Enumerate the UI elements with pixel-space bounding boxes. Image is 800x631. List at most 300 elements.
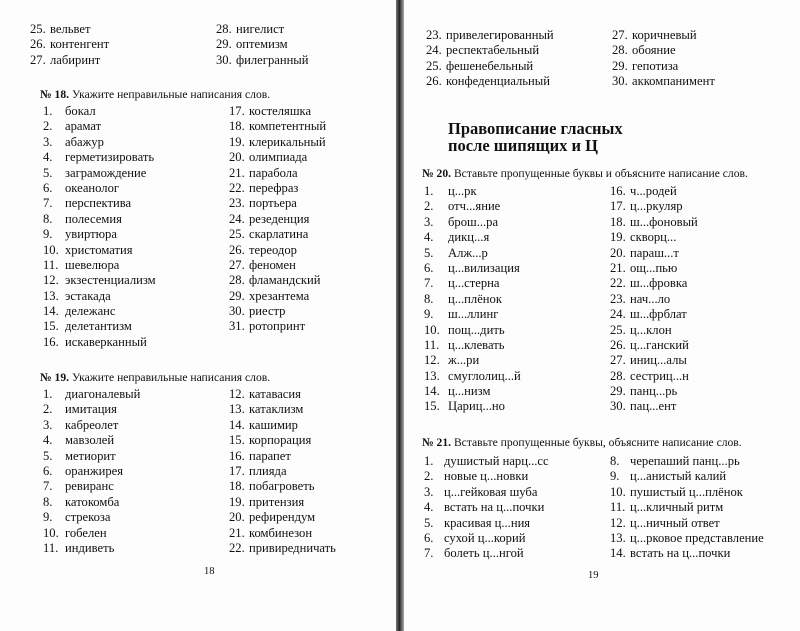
item-word: ц...клевать [448,337,505,352]
item-word: плияда [249,463,287,478]
item-word: панц...рь [630,384,678,399]
item-word: ч...родей [630,184,677,198]
item-number: 28. [216,22,232,36]
item-number: 6. [43,180,53,195]
item-number: 11. [424,337,440,352]
list-item [426,74,612,89]
item-word: ш...фоновый [630,214,698,229]
list-item [610,384,770,399]
item-number: 15. [424,399,440,414]
item-number: 3. [43,417,53,432]
item-number: 18. [229,119,245,134]
item-number: 30. [216,52,232,67]
item-number: 22. [229,540,245,555]
item-word: гепотиза [632,58,679,73]
task-18-text: Укажите неправильные написания слов. [71,88,271,101]
item-number: 3. [424,484,434,499]
list-item [229,418,398,433]
list-item [424,516,610,531]
task-21-list [424,454,786,562]
list-item [426,28,612,43]
item-number: 17. [610,199,626,214]
item-word: эстакада [65,288,111,303]
item-number: 27. [229,257,245,272]
list-item [216,22,386,37]
item-word: делетантизм [65,319,132,334]
list-item [610,307,770,322]
list-item [424,469,610,484]
list-item [43,150,229,165]
list-item [229,319,398,334]
list-item [43,495,229,510]
item-number: 5. [43,165,53,180]
item-number: 6. [43,463,53,478]
item-number: 29. [610,384,626,399]
item-number: 18. [610,214,626,229]
list-item [229,510,398,525]
item-number: 1. [424,184,434,198]
list-item [229,304,398,319]
item-word: встать на ц...почки [630,546,731,561]
item-word: ц...кличный ритм [630,500,724,515]
task-20-col2 [610,184,770,415]
item-number: 30. [610,399,626,414]
list-item [43,166,229,181]
item-number: 11. [43,540,59,555]
item-number: 8. [43,494,53,509]
item-word: сестриц...н [630,368,689,383]
item-word: ш...фрблат [630,307,687,322]
item-number: 7. [424,276,434,291]
item-word: дикц...я [448,230,490,245]
item-word: ц...гейковая шуба [444,484,538,499]
item-number: 8. [43,211,53,226]
list-item [229,479,398,494]
item-word: тереодор [249,242,297,257]
item-number: 23. [610,291,626,306]
item-word: корпорация [249,433,312,448]
item-number: 21. [610,260,626,275]
item-word: притензия [249,494,305,509]
list-item [424,399,610,414]
item-number: 4. [43,150,53,165]
list-item [229,289,398,304]
item-number: 24. [229,211,245,226]
item-number: 6. [424,530,434,545]
item-number: 20. [229,510,245,525]
list-item [229,227,398,242]
item-word: катокомба [65,494,120,509]
item-number: 30. [229,304,245,319]
item-word: парабола [249,165,298,180]
list-item [43,433,229,448]
item-number: 16. [229,448,245,463]
item-word: болеть ц...нгой [444,546,524,561]
item-number: 2. [424,469,434,484]
item-word: хрезантема [249,288,310,303]
item-number: 26. [229,242,245,257]
item-number: 10. [610,484,626,499]
item-word: ощ...пью [630,260,678,275]
item-number: 9. [43,510,53,525]
item-word: кашимир [249,417,298,432]
item-word: душистый нарц...сс [444,454,549,468]
item-word: респектабельный [446,43,540,58]
item-number: 1. [43,387,53,401]
list-item [424,485,610,500]
item-word: красивая ц...ния [444,515,531,530]
item-word: ш...ллинг [448,307,499,322]
list-item [424,353,610,368]
task-21-text: Вставьте пропущенные буквы, объясните написание слов. [453,436,742,449]
list-item [424,276,610,291]
item-word: ц...низм [448,384,491,399]
item-word: встать на ц...почки [444,500,545,515]
item-word: индиветь [65,540,115,555]
list-item [229,387,398,402]
item-number: 23. [229,196,245,211]
item-number: 13. [43,288,59,303]
item-word: костеляшка [249,104,312,118]
task-21-col1 [424,454,610,562]
right-top-list-col1 [426,28,612,90]
right-top-list-col2 [612,28,772,90]
item-number: 6. [424,260,434,275]
item-number: 30. [612,74,628,89]
section-heading-line1: Правописание гласных [448,119,623,138]
list-item [229,119,398,134]
list-item [43,119,229,134]
item-number: 31. [229,319,245,334]
item-number: 20. [229,150,245,165]
item-word: олимпиада [249,150,308,165]
item-number: 17. [229,104,245,118]
task-19-text: Укажите неправильные написания слов. [71,371,271,384]
item-number: 20. [610,245,626,260]
left-top-list [30,22,386,68]
item-number: 26. [426,74,442,89]
item-word: диагоналевый [65,387,141,401]
item-number: 3. [43,134,53,149]
item-number: 3. [424,214,434,229]
right-top-list [426,28,772,90]
item-word: оптемизм [236,37,288,52]
item-word: нигелист [236,22,285,36]
list-item [610,246,770,261]
task-19-list [43,387,398,556]
list-item [229,464,398,479]
item-number: 12. [424,353,440,368]
list-item [612,59,772,74]
left-top-list-col1 [30,22,216,68]
section-heading [448,120,623,154]
item-number: 8. [424,291,434,306]
list-item [424,215,610,230]
task-18-col1 [43,104,229,350]
item-number: 14. [229,417,245,432]
item-number: 9. [610,469,620,484]
list-item [610,531,786,546]
item-word: катаклизм [249,402,304,417]
item-word: ц...вилизация [448,260,520,275]
list-item [610,485,786,500]
item-number: 7. [424,546,434,561]
list-item [43,335,229,350]
item-number: 25. [610,322,626,337]
list-item [610,199,770,214]
item-number: 9. [424,307,434,322]
item-word: пац...ент [630,399,677,414]
item-word: портьера [249,196,297,211]
task-18-col2 [229,104,398,350]
item-word: отч...яние [448,199,501,214]
item-number: 28. [612,43,628,58]
left-top-list-col2 [216,22,386,68]
item-word: параш...т [630,245,679,260]
item-word: перспектива [65,196,132,211]
list-item [610,261,770,276]
task-20-list [424,184,770,415]
list-item [216,37,386,52]
item-word: христоматия [65,242,133,257]
list-item [229,433,398,448]
item-number: 19. [610,230,626,245]
item-word: перефраз [249,180,299,195]
list-item [43,196,229,211]
left-page-number: 18 [204,566,215,577]
item-number: 22. [610,276,626,291]
item-word: аккомпанимент [632,74,715,89]
item-word: ц...ркуляр [630,199,683,214]
item-number: 5. [424,245,434,260]
task-18-list [43,104,398,350]
item-number: 25. [30,22,46,36]
item-number: 10. [43,525,59,540]
item-word: мавзолей [65,433,115,448]
item-word: черепаший панц...рь [630,454,740,468]
item-number: 10. [424,322,440,337]
list-item [610,276,770,291]
task-19-header [40,371,270,384]
item-word: ревиранс [65,479,114,494]
item-word: привиредничать [249,540,336,555]
list-item [43,289,229,304]
list-item [424,184,610,199]
task-18-header [40,88,270,101]
item-word: Алж...р [448,245,488,260]
item-number: 14. [424,384,440,399]
task-20-header [422,167,748,180]
item-word: герметизировать [65,150,155,165]
item-number: 11. [610,500,626,515]
task-18-label: № 18. [40,88,70,101]
list-item [229,196,398,211]
item-word: конфеденциальный [446,74,550,89]
item-word: арамат [65,119,102,134]
list-item [43,273,229,288]
list-item [424,546,610,561]
section-heading-line2: после шипящих и Ц [448,136,598,155]
item-number: 2. [424,199,434,214]
list-item [424,369,610,384]
item-number: 4. [43,433,53,448]
list-item [43,212,229,227]
list-item [43,510,229,525]
list-item [30,22,216,37]
item-number: 13. [424,368,440,383]
item-word: увиртюра [65,227,117,242]
list-item [424,531,610,546]
item-word: резеденция [249,211,310,226]
item-number: 1. [424,454,434,468]
list-item [610,338,770,353]
list-item [43,479,229,494]
list-item [30,37,216,52]
item-number: 8. [610,454,620,468]
item-number: 26. [610,337,626,352]
list-item [43,402,229,417]
item-word: ц...плёнок [448,291,502,306]
list-item [229,449,398,464]
item-number: 1. [43,104,53,118]
list-item [610,454,786,469]
list-item [612,28,772,43]
item-word: шевелюра [65,257,120,272]
item-number: 5. [424,515,434,530]
item-number: 28. [610,368,626,383]
item-word: ц...клон [630,322,672,337]
task-21-col2 [610,454,786,562]
list-item [612,43,772,58]
item-word: феномен [249,257,296,272]
list-item [610,546,786,561]
item-number: 27. [610,353,626,368]
list-item [424,307,610,322]
item-word: ц...рк [448,184,477,198]
item-word: скарлатина [249,227,309,242]
item-word: ш...фровка [630,276,688,291]
item-word: имитация [65,402,117,417]
list-item [610,184,770,199]
list-item [229,104,398,119]
item-word: экзестенциализм [65,273,156,288]
item-number: 18. [229,479,245,494]
list-item [426,59,612,74]
item-word: океанолог [65,180,120,195]
list-item [229,181,398,196]
item-word: полесемия [65,211,122,226]
list-item [43,464,229,479]
item-number: 29. [216,37,232,52]
list-item [216,53,386,68]
list-item [610,323,770,338]
task-19-label: № 19. [40,371,70,384]
item-word: рефирендум [249,510,316,525]
list-item [229,258,398,273]
list-item [43,104,229,119]
item-number: 22. [229,180,245,195]
list-item [424,230,610,245]
item-word: ц...ничный ответ [630,515,720,530]
item-number: 25. [426,58,442,73]
item-number: 7. [43,479,53,494]
task-19-col2 [229,387,398,556]
list-item [43,449,229,464]
item-number: 14. [610,546,626,561]
item-number: 23. [426,28,442,42]
list-item [229,402,398,417]
item-word: сухой ц...корий [444,530,526,545]
list-item [43,243,229,258]
item-word: дележанс [65,304,116,319]
item-word: компетентный [249,119,327,134]
item-number: 10. [43,242,59,257]
item-word: риестр [249,304,286,319]
list-item [424,454,610,469]
list-item [43,526,229,541]
item-word: пушистый ц...плёнок [630,484,743,499]
item-number: 24. [426,43,442,58]
item-number: 15. [43,319,59,334]
list-item [43,227,229,242]
list-item [43,418,229,433]
item-number: 12. [229,387,245,401]
task-21-header [422,436,742,449]
task-21-label: № 21. [422,436,452,449]
item-number: 26. [30,37,46,52]
item-number: 25. [229,227,245,242]
item-word: комбинезон [249,525,313,540]
list-item [610,369,770,384]
list-item [610,516,786,531]
item-number: 27. [30,52,46,67]
item-word: метиорит [65,448,116,463]
item-word: искаверканный [65,334,147,349]
list-item [610,292,770,307]
item-word: оранжирея [65,463,124,478]
item-number: 15. [229,433,245,448]
list-item [612,74,772,89]
list-item [610,500,786,515]
list-item [424,261,610,276]
item-word: контенгент [50,37,110,52]
item-word: скворц... [630,230,677,245]
item-word: фешенебельный [446,58,534,73]
item-number: 12. [610,515,626,530]
item-number: 12. [43,273,59,288]
item-word: парапет [249,448,291,463]
item-word: абажур [65,134,104,149]
list-item [43,135,229,150]
item-word: клерикальный [249,134,326,149]
list-item [610,469,786,484]
list-item [424,338,610,353]
item-word: иниц...алы [630,353,687,368]
item-word: побагроветь [249,479,315,494]
item-number: 11. [43,257,59,272]
item-word: кабреолет [65,417,119,432]
item-word: ц...анистый калий [630,469,727,484]
item-word: заграмождение [65,165,147,180]
list-item [229,526,398,541]
item-number: 16. [43,334,59,349]
item-word: катавасия [249,387,301,401]
list-item [424,199,610,214]
item-word: нач...ло [630,291,671,306]
left-page [0,0,398,631]
list-item [43,541,229,556]
list-item [229,135,398,150]
